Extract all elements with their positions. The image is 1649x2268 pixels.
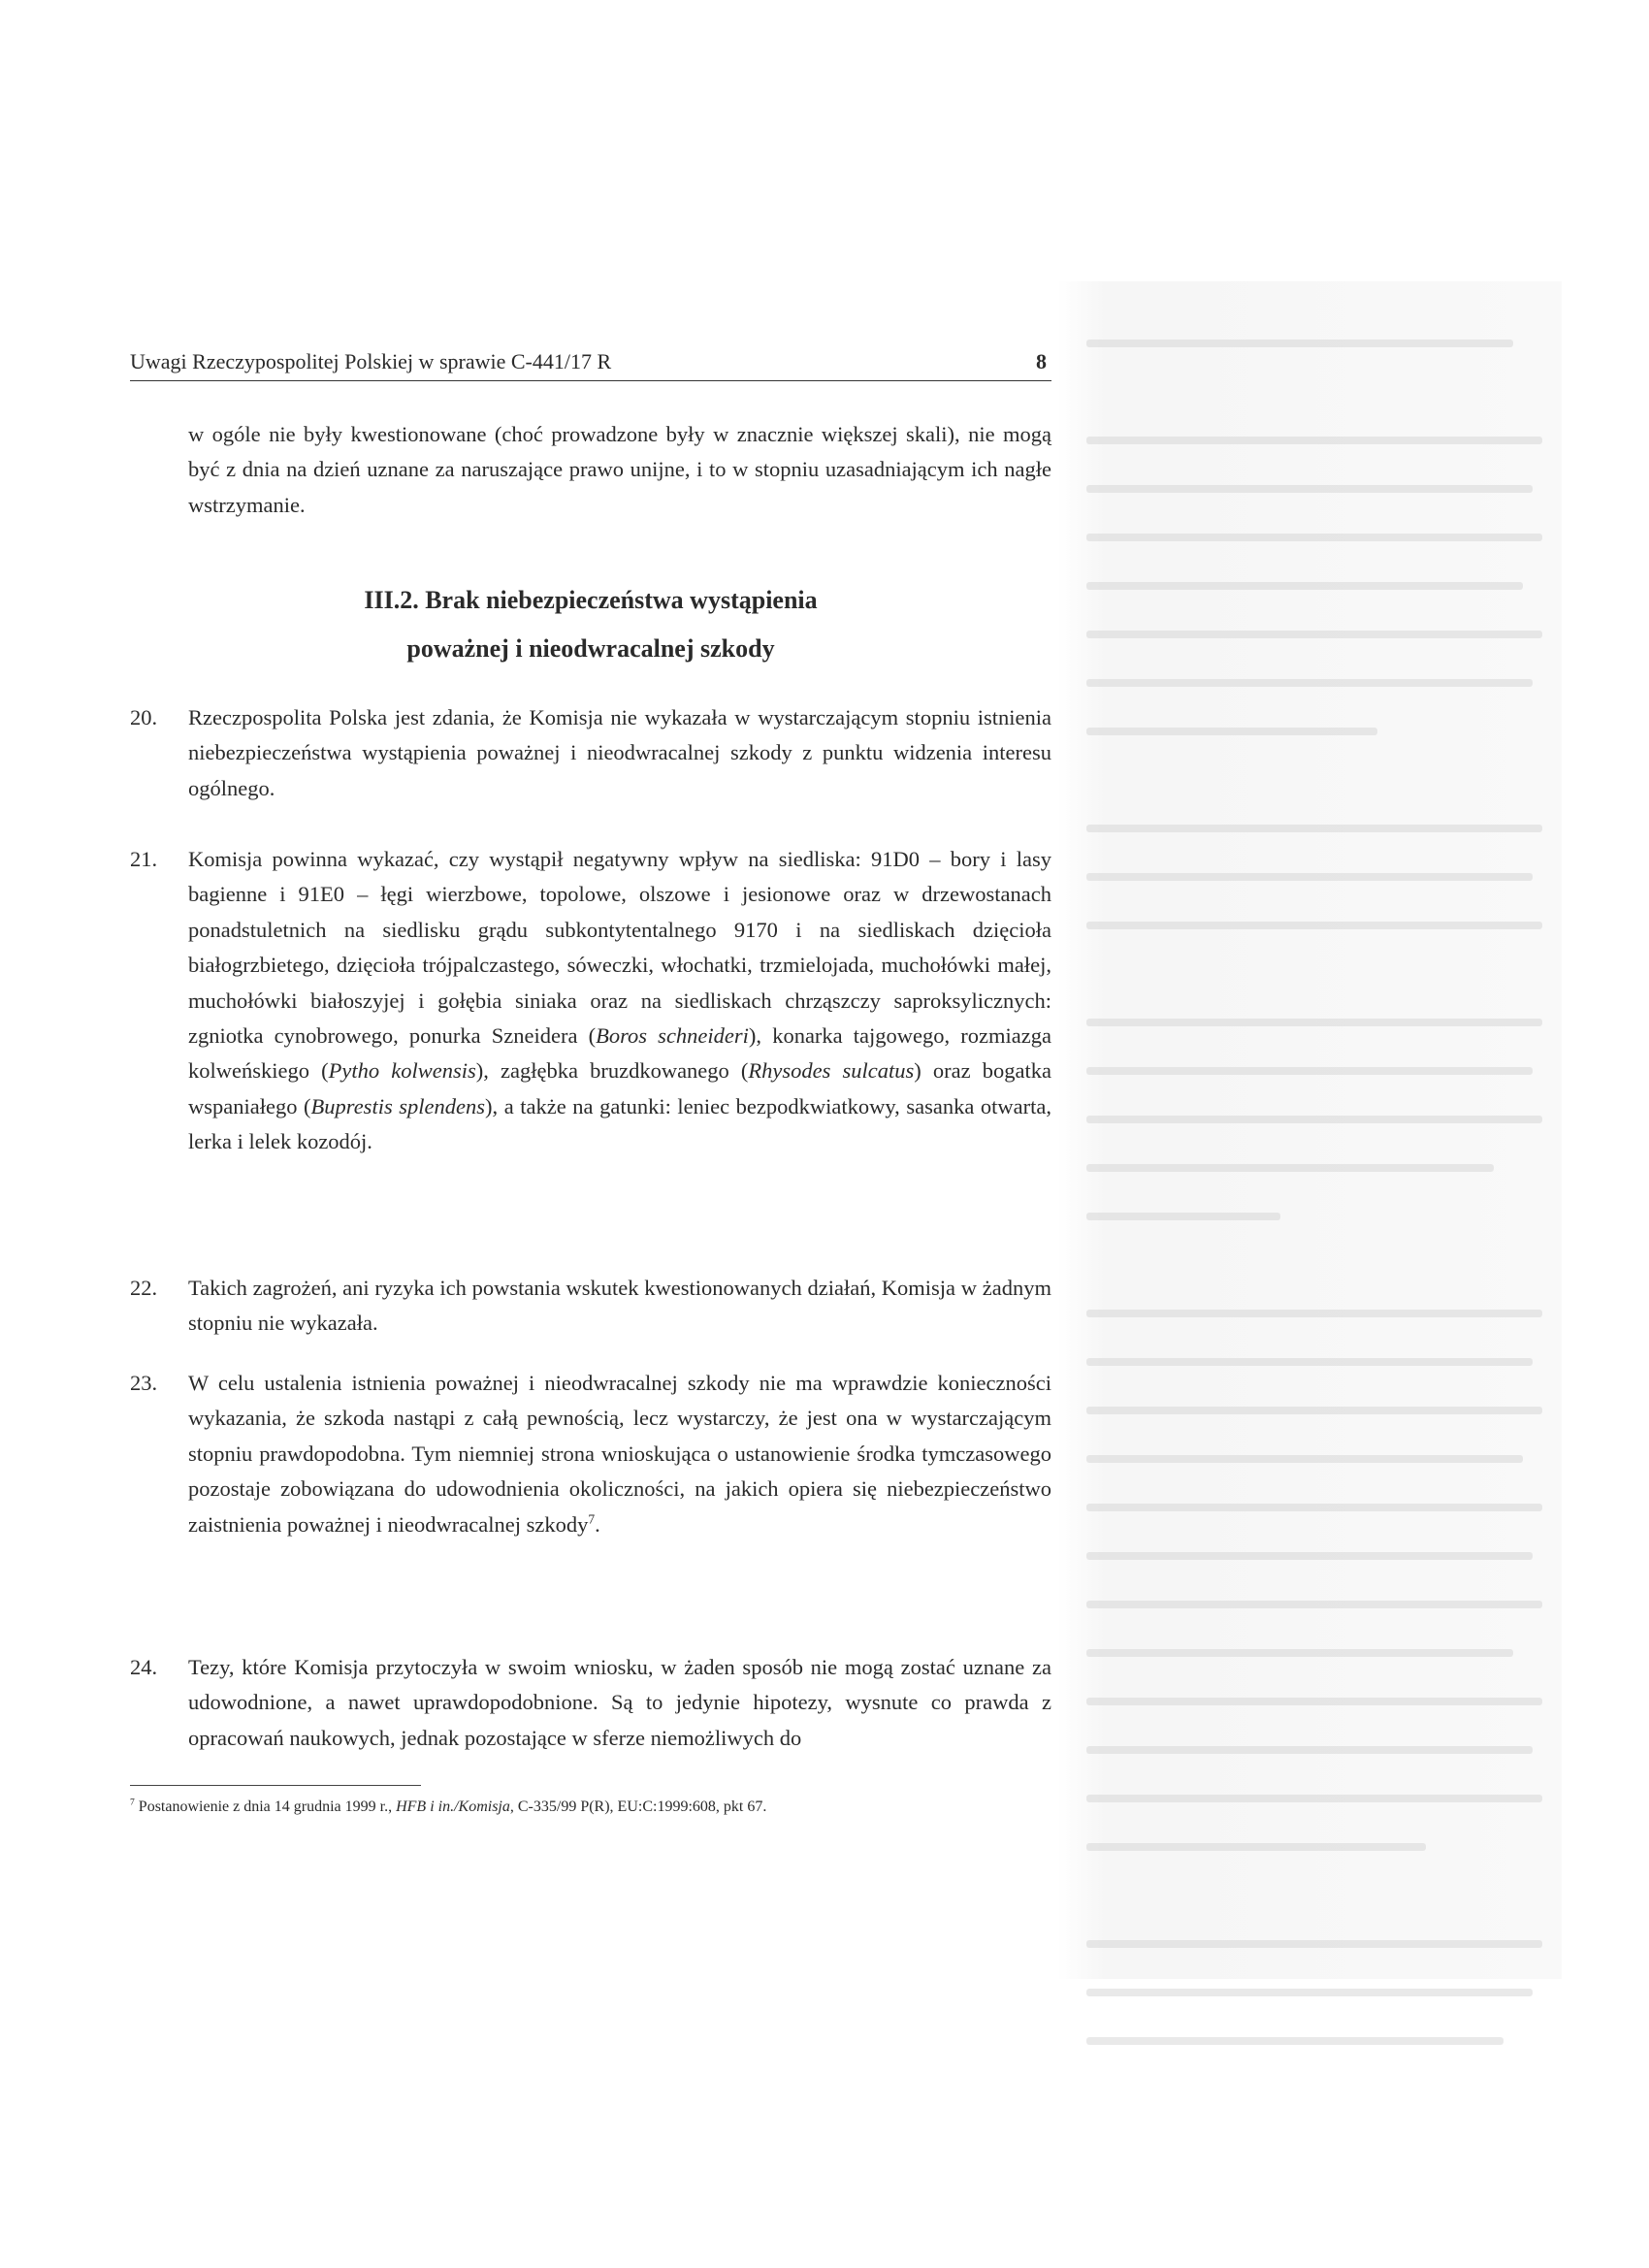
intro-paragraph: w ogóle nie były kwestionowane (choć prowadzone były w znacznie większej skali), nie mogą być z dnia na dzień uznane za naruszające prawo unijne, i to w stopniu uzasadniającym ich nagłe wstrzymanie. — [188, 422, 1051, 517]
paragraph-text: Rzeczpospolita Polska jest zdania, że Komisja nie wykazała w wystarczającym stopniu istnienia niebezpieczeństwa wystąpienia poważnej i nieodwracalnej szkody z punktu widzenia interesu ogólnego. — [188, 705, 1051, 800]
paragraph-22 — [130, 1271, 1051, 1342]
paragraph-text-part: ), konarka tajgowego, rozmiazga kolweńskiego ( — [188, 1023, 1052, 1084]
section-heading-line2: poważnej i nieodwracalnej szkody — [406, 634, 775, 663]
paragraph-number: 24. — [130, 1655, 158, 1679]
species-name: Pytho kolwensis — [328, 1058, 476, 1084]
paragraph-23 — [130, 1366, 1051, 1542]
paragraph-text: Takich zagrożeń, ani ryzyka ich powstania wskutek kwestionowanych działań, Komisja w żadnym stopniu nie wykazała. — [188, 1276, 1051, 1336]
paragraph-text: W celu ustalenia istnienia poważnej i nieodwracalnej szkody nie ma wprawdzie konieczności wykazania, że szkoda nastąpi z całą pewnością, lecz wystarczy, że jest ona w wystarczającym stopniu prawdopodobna. Tym niemniej strona wnioskująca o ustanowienie środka tymczasowego pozostaje zobowiązana do udowodnienia okoliczności, na jakich opiera się niebezpieczeństwo zaistnienia poważnej i nieodwracalnej szkody — [188, 1371, 1051, 1537]
paragraph-number: 22. — [130, 1276, 158, 1300]
running-header — [130, 347, 1051, 381]
footnote-text: Postanowienie z dnia 14 grudnia 1999 r., — [134, 1798, 397, 1815]
paragraph-text-end: . — [595, 1511, 600, 1537]
footnote-text: , C-335/99 P(R), EU:C:1999:608, pkt 67. — [509, 1798, 767, 1815]
footnote-mark: 7 — [130, 1797, 135, 1808]
header-title: Uwagi Rzeczypospolitej Polskiej w sprawie C-441/17 R — [130, 349, 612, 373]
paragraph-20 — [130, 700, 1051, 806]
footnote-separator — [130, 1785, 421, 1786]
paragraph-21 — [130, 842, 1052, 1160]
footnote-reference[interactable]: 7 — [588, 1511, 596, 1527]
species-name: Rhysodes sulcatus — [748, 1058, 915, 1084]
paragraph-text-part: ), zagłębka bruzdkowanego ( — [475, 1058, 749, 1084]
paragraph-number: 23. — [130, 1371, 158, 1395]
paragraph-text-part: ), a także na gatunki: leniec bezpodkwiatkowy, sasanka otwarta, lerka i lelek kozodój. — [188, 1093, 1051, 1154]
case-name: HFB i in./Komisja — [396, 1798, 510, 1815]
species-name: Buprestis splendens — [310, 1093, 486, 1118]
paragraph-text-part: ) oraz bogatka wspaniałego ( — [188, 1058, 1052, 1118]
section-heading-line1: III.2. Brak niebezpieczeństwa wystąpienia — [364, 586, 818, 614]
paragraph-text-part: Komisja powinna wykazać, czy wystąpił negatywny wpływ na siedliska: 91D0 – bory i lasy bagienne i 91E0 – łęgi wierzbowe, topolowe, olszowe i jesionowe oraz w drzewostanach ponadstuletnich na siedlisku grądu subkontytentalnego 9170 i na siedliskach dzięcioła białogrzbietego, dzięcioła trójpalczastego, sóweczki, włochatki, trzmielojada, muchołówki małej, muchołówki białoszyjej i gołębia siniaka oraz na siedliskach chrząszczy saproksylicznych: zgniotka cynobrowego, ponurka Szneidera ( — [188, 847, 1051, 1049]
bleed-through-background — [1057, 281, 1562, 1979]
paragraph-number: 21. — [130, 847, 158, 871]
section-heading — [130, 576, 1051, 673]
paragraph-24 — [130, 1650, 1051, 1756]
paragraph-text: Tezy, które Komisja przytoczyła w swoim wniosku, w żaden sposób nie mogą zostać uznane za udowodnione, a nawet uprawdopodobnione. Są to jedynie hipotezy, wysnute co prawda z opracowań naukowych, jednak pozostające w sferze niemożliwych do — [188, 1655, 1051, 1750]
page-number: 8 — [1036, 349, 1047, 373]
paragraph-number: 20. — [130, 705, 158, 729]
footnote-7 — [130, 1797, 1051, 1818]
species-name: Boros schneideri — [596, 1023, 749, 1049]
